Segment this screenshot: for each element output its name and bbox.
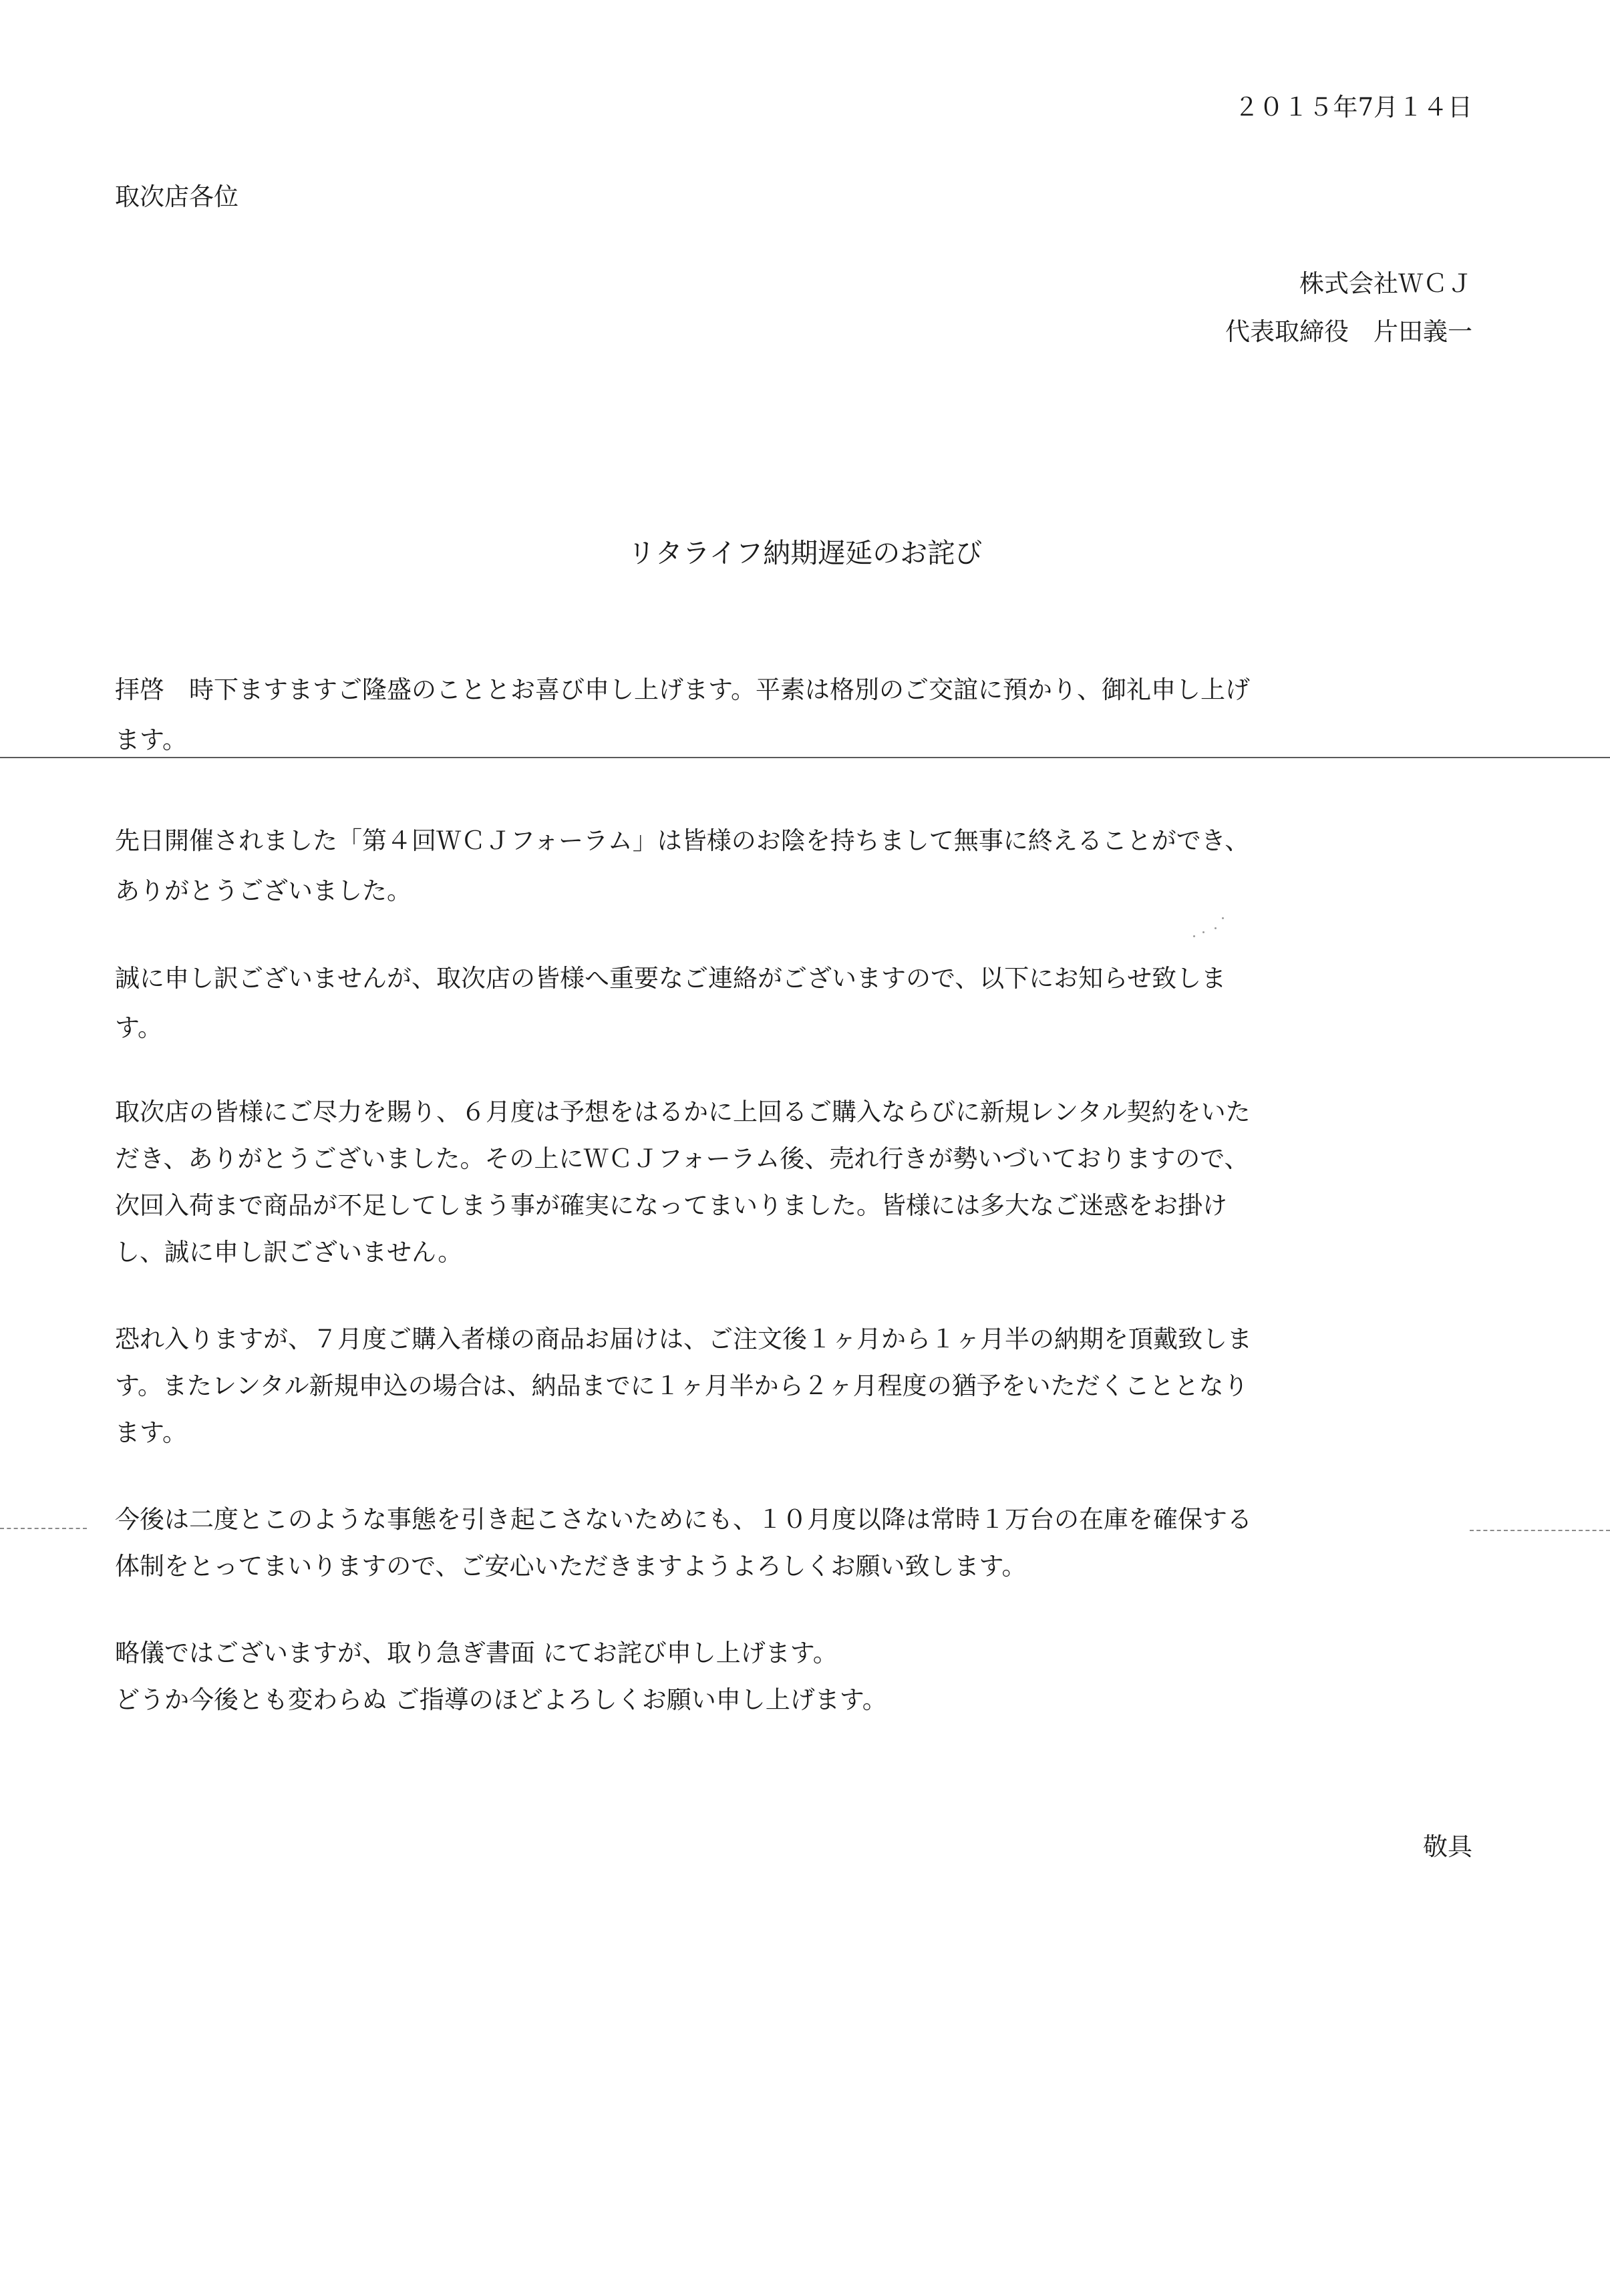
body-line: ます。 bbox=[115, 725, 188, 754]
letter-addressee: 取次店各位 bbox=[115, 182, 238, 211]
body-line: す。またレンタル新規申込の場合は、納品までに１ヶ月半から２ヶ月程度の猶予をいただくこととなり bbox=[115, 1371, 1249, 1400]
letter-date: ２０１５年7月１４日 bbox=[1234, 93, 1472, 122]
scan-artifact-dash bbox=[1470, 1530, 1610, 1531]
sender-company: 株式会社ＷＣＪ bbox=[1299, 269, 1472, 298]
body-line: ます。 bbox=[115, 1418, 188, 1447]
body-line: 体制をとってまいりますので、ご安心いただきますようよろしくお願い致します。 bbox=[115, 1552, 1027, 1581]
body-line: 取次店の皆様にご尽力を賜り、６月度は予想をはるかに上回るご購入ならびに新規レンタル契約をいた bbox=[115, 1098, 1251, 1126]
body-line: ありがとうございました。 bbox=[115, 876, 412, 905]
letter-title: リタライフ納期遅延のお詫び bbox=[627, 537, 983, 569]
body-line: 次回入荷まで商品が不足してしまう事が確実になってまいりました。皆様には多大なご迷惑をお掛け bbox=[115, 1191, 1227, 1220]
body-line: 今後は二度とこのような事態を引き起こさないためにも、１０月度以降は常時１万台の在庫を確保する bbox=[115, 1505, 1252, 1534]
body-line: だき、ありがとうございました。その上にＷＣＪフォーラム後、売れ行きが勢いづいておりますので、 bbox=[115, 1144, 1249, 1173]
body-line: 略儀ではございますが、取り急ぎ書面 にてお詫び申し上げます。 bbox=[115, 1639, 838, 1667]
scan-artifact-line bbox=[0, 757, 1610, 758]
letter-closing: 敬具 bbox=[1423, 1832, 1472, 1861]
body-line: し、誠に申し訳ございません。 bbox=[115, 1238, 463, 1267]
scan-speck bbox=[1202, 931, 1204, 933]
sender-representative: 代表取締役 片田義一 bbox=[1225, 317, 1472, 346]
scan-speck bbox=[1193, 935, 1195, 937]
body-line: 誠に申し訳ございませんが、取次店の皆様へ重要なご連絡がございますので、以下にお知らせ致しま bbox=[115, 964, 1227, 993]
body-line: どうか今後とも変わらぬ ご指導のほどよろしくお願い申し上げます。 bbox=[115, 1685, 887, 1714]
scan-artifact-dash bbox=[0, 1528, 87, 1529]
body-line: す。 bbox=[115, 1013, 163, 1042]
scan-speck bbox=[1222, 917, 1224, 919]
body-line: 恐れ入りますが、７月度ご購入者様の商品お届けは、ご注文後１ヶ月から１ヶ月半の納期を頂戴致しま bbox=[115, 1325, 1252, 1353]
scan-speck bbox=[1215, 927, 1217, 929]
body-line: 先日開催されました「第４回ＷＣＪフォーラム」は皆様のお陰を持ちまして無事に終えることができ、 bbox=[115, 826, 1250, 855]
body-line: 拝啓 時下ますますご隆盛のこととお喜び申し上げます。平素は格別のご交誼に預かり、御礼申し上げ bbox=[115, 675, 1251, 704]
